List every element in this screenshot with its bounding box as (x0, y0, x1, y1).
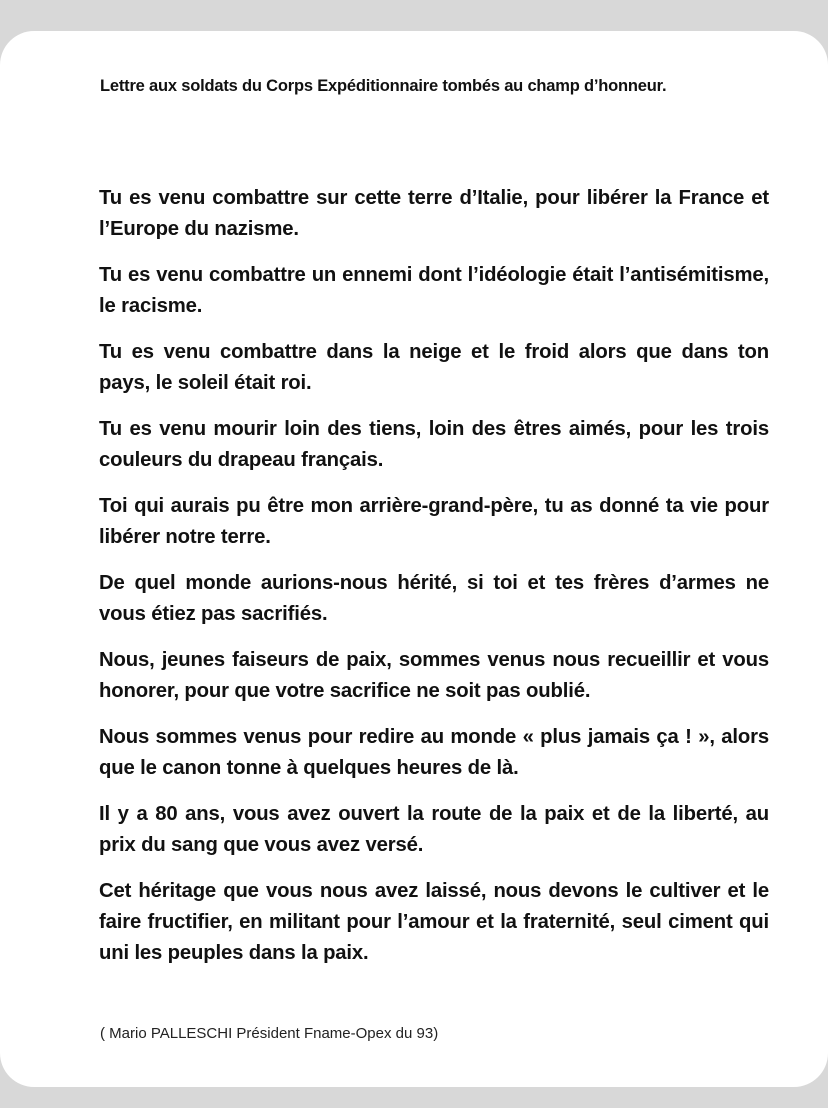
letter-body (99, 183, 769, 984)
paragraph-9: Il y a 80 ans, vous avez ouvert la route de la paix et de la liberté, au prix du sang que vous avez versé. (99, 803, 769, 856)
signature: ( Mario PALLESCHI Président Fname-Opex du 93) (100, 1025, 439, 1042)
paragraph-7: Nous, jeunes faiseurs de paix, sommes venus nous recueillir et vous honorer, pour que votre sacrifice ne soit pas oublié. (99, 649, 769, 702)
letter-title: Lettre aux soldats du Corps Expéditionnaire tombés au champ d’honneur. (100, 77, 667, 95)
paragraph-10: Cet héritage que vous nous avez laissé, nous devons le cultiver et le faire fructifier, en militant pour l’amour et la fraternité, seul ciment qui uni les peuples dans la paix. (99, 880, 769, 964)
paragraph-1: Tu es venu combattre sur cette terre d’Italie, pour libérer la France et l’Europe du nazisme. (99, 187, 769, 240)
paragraph-8: Nous sommes venus pour redire au monde « plus jamais ça ! », alors que le canon tonne à quelques heures de là. (99, 726, 769, 779)
paragraph-5: Toi qui aurais pu être mon arrière-grand-père, tu as donné ta vie pour libérer notre terre. (99, 495, 769, 548)
paragraph-6: De quel monde aurions-nous hérité, si toi et tes frères d’armes ne vous étiez pas sacrifiés. (99, 572, 769, 625)
paragraph-2: Tu es venu combattre un ennemi dont l’idéologie était l’antisémitisme, le racisme. (99, 264, 769, 317)
paragraph-4: Tu es venu mourir loin des tiens, loin des êtres aimés, pour les trois couleurs du drapeau français. (99, 418, 769, 471)
document-page (0, 31, 828, 1087)
paragraph-3: Tu es venu combattre dans la neige et le froid alors que dans ton pays, le soleil était roi. (99, 341, 769, 394)
